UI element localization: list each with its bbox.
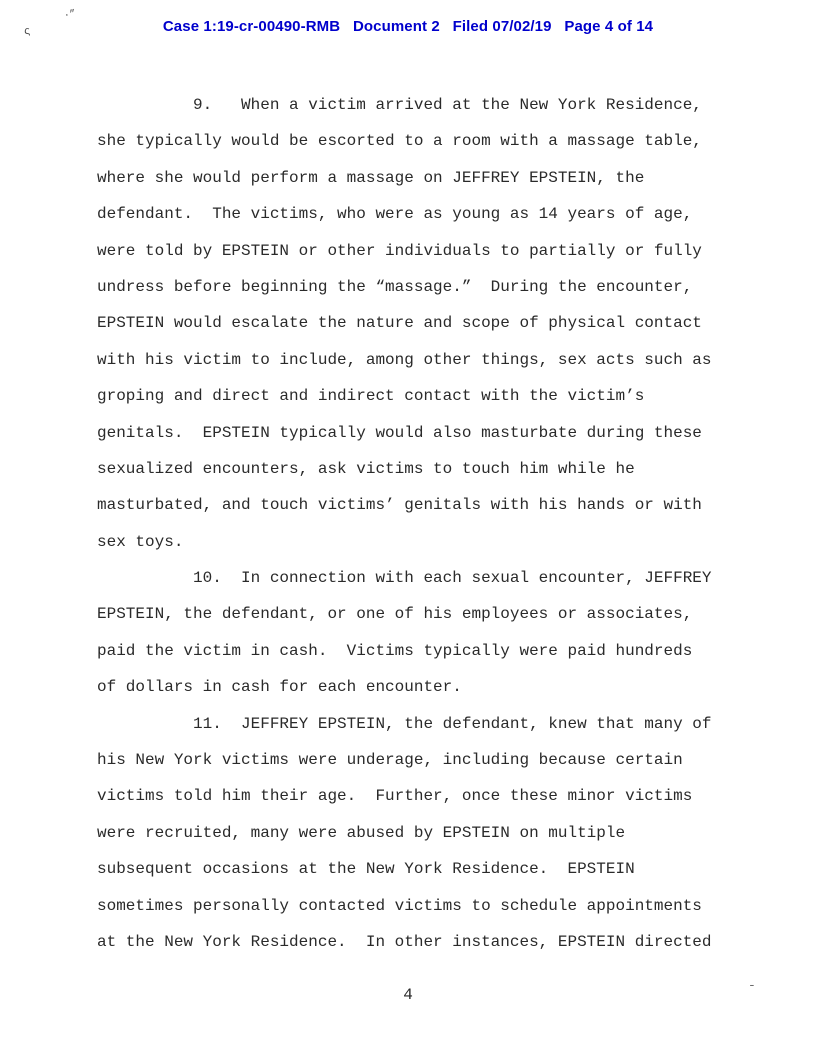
text-line: at the New York Residence. In other instances, EPSTEIN directed [97, 932, 712, 951]
text-line: she typically would be escorted to a room with a massage table, [97, 132, 702, 151]
text-line: with his victim to include, among other things, sex acts such as [97, 350, 712, 369]
text-line: EPSTEIN would escalate the nature and scope of physical contact [97, 314, 702, 333]
scan-artifact-left: ς [23, 25, 32, 39]
text-line: sometimes personally contacted victims to schedule appointments [97, 896, 702, 915]
text-line: 9. When a victim arrived at the New York Residence, [97, 96, 702, 114]
document-body [97, 87, 777, 960]
text-line: sex toys. [97, 532, 184, 551]
text-line: victims told him their age. Further, once these minor victims [97, 787, 693, 806]
text-line: paid the victim in cash. Victims typically were paid hundreds [97, 641, 693, 660]
text-line: masturbated, and touch victims’ genitals with his hands or with [97, 496, 702, 515]
case-header-stamp: Case 1:19-cr-00490-RMB Document 2 Filed 07/02/19 Page 4 of 14 [162, 18, 654, 35]
text-line: groping and direct and indirect contact with the victim’s [97, 387, 645, 406]
scan-artifact-top: ·” [62, 8, 78, 23]
text-line: were told by EPSTEIN or other individuals to partially or fully [97, 241, 702, 260]
text-line: subsequent occasions at the New York Residence. EPSTEIN [97, 860, 635, 879]
page-number: 4 [403, 986, 413, 1004]
text-line: his New York victims were underage, including because certain [97, 751, 683, 770]
text-line: undress before beginning the “massage.” During the encounter, [97, 277, 693, 296]
text-line: 10. In connection with each sexual encounter, JEFFREY [97, 569, 712, 588]
text-line: were recruited, many were abused by EPSTEIN on multiple [97, 823, 626, 842]
text-line: of dollars in cash for each encounter. [97, 678, 462, 697]
scan-artifact-bottom-right: - [748, 978, 756, 993]
text-line: where she would perform a massage on JEFFREY EPSTEIN, the [97, 168, 645, 187]
text-line: genitals. EPSTEIN typically would also masturbate during these [97, 423, 702, 442]
text-line: 11. JEFFREY EPSTEIN, the defendant, knew that many of [97, 714, 712, 733]
text-line: defendant. The victims, who were as young as 14 years of age, [97, 205, 693, 224]
text-line: EPSTEIN, the defendant, or one of his employees or associates, [97, 605, 693, 624]
text-line: sexualized encounters, ask victims to touch him while he [97, 459, 635, 478]
